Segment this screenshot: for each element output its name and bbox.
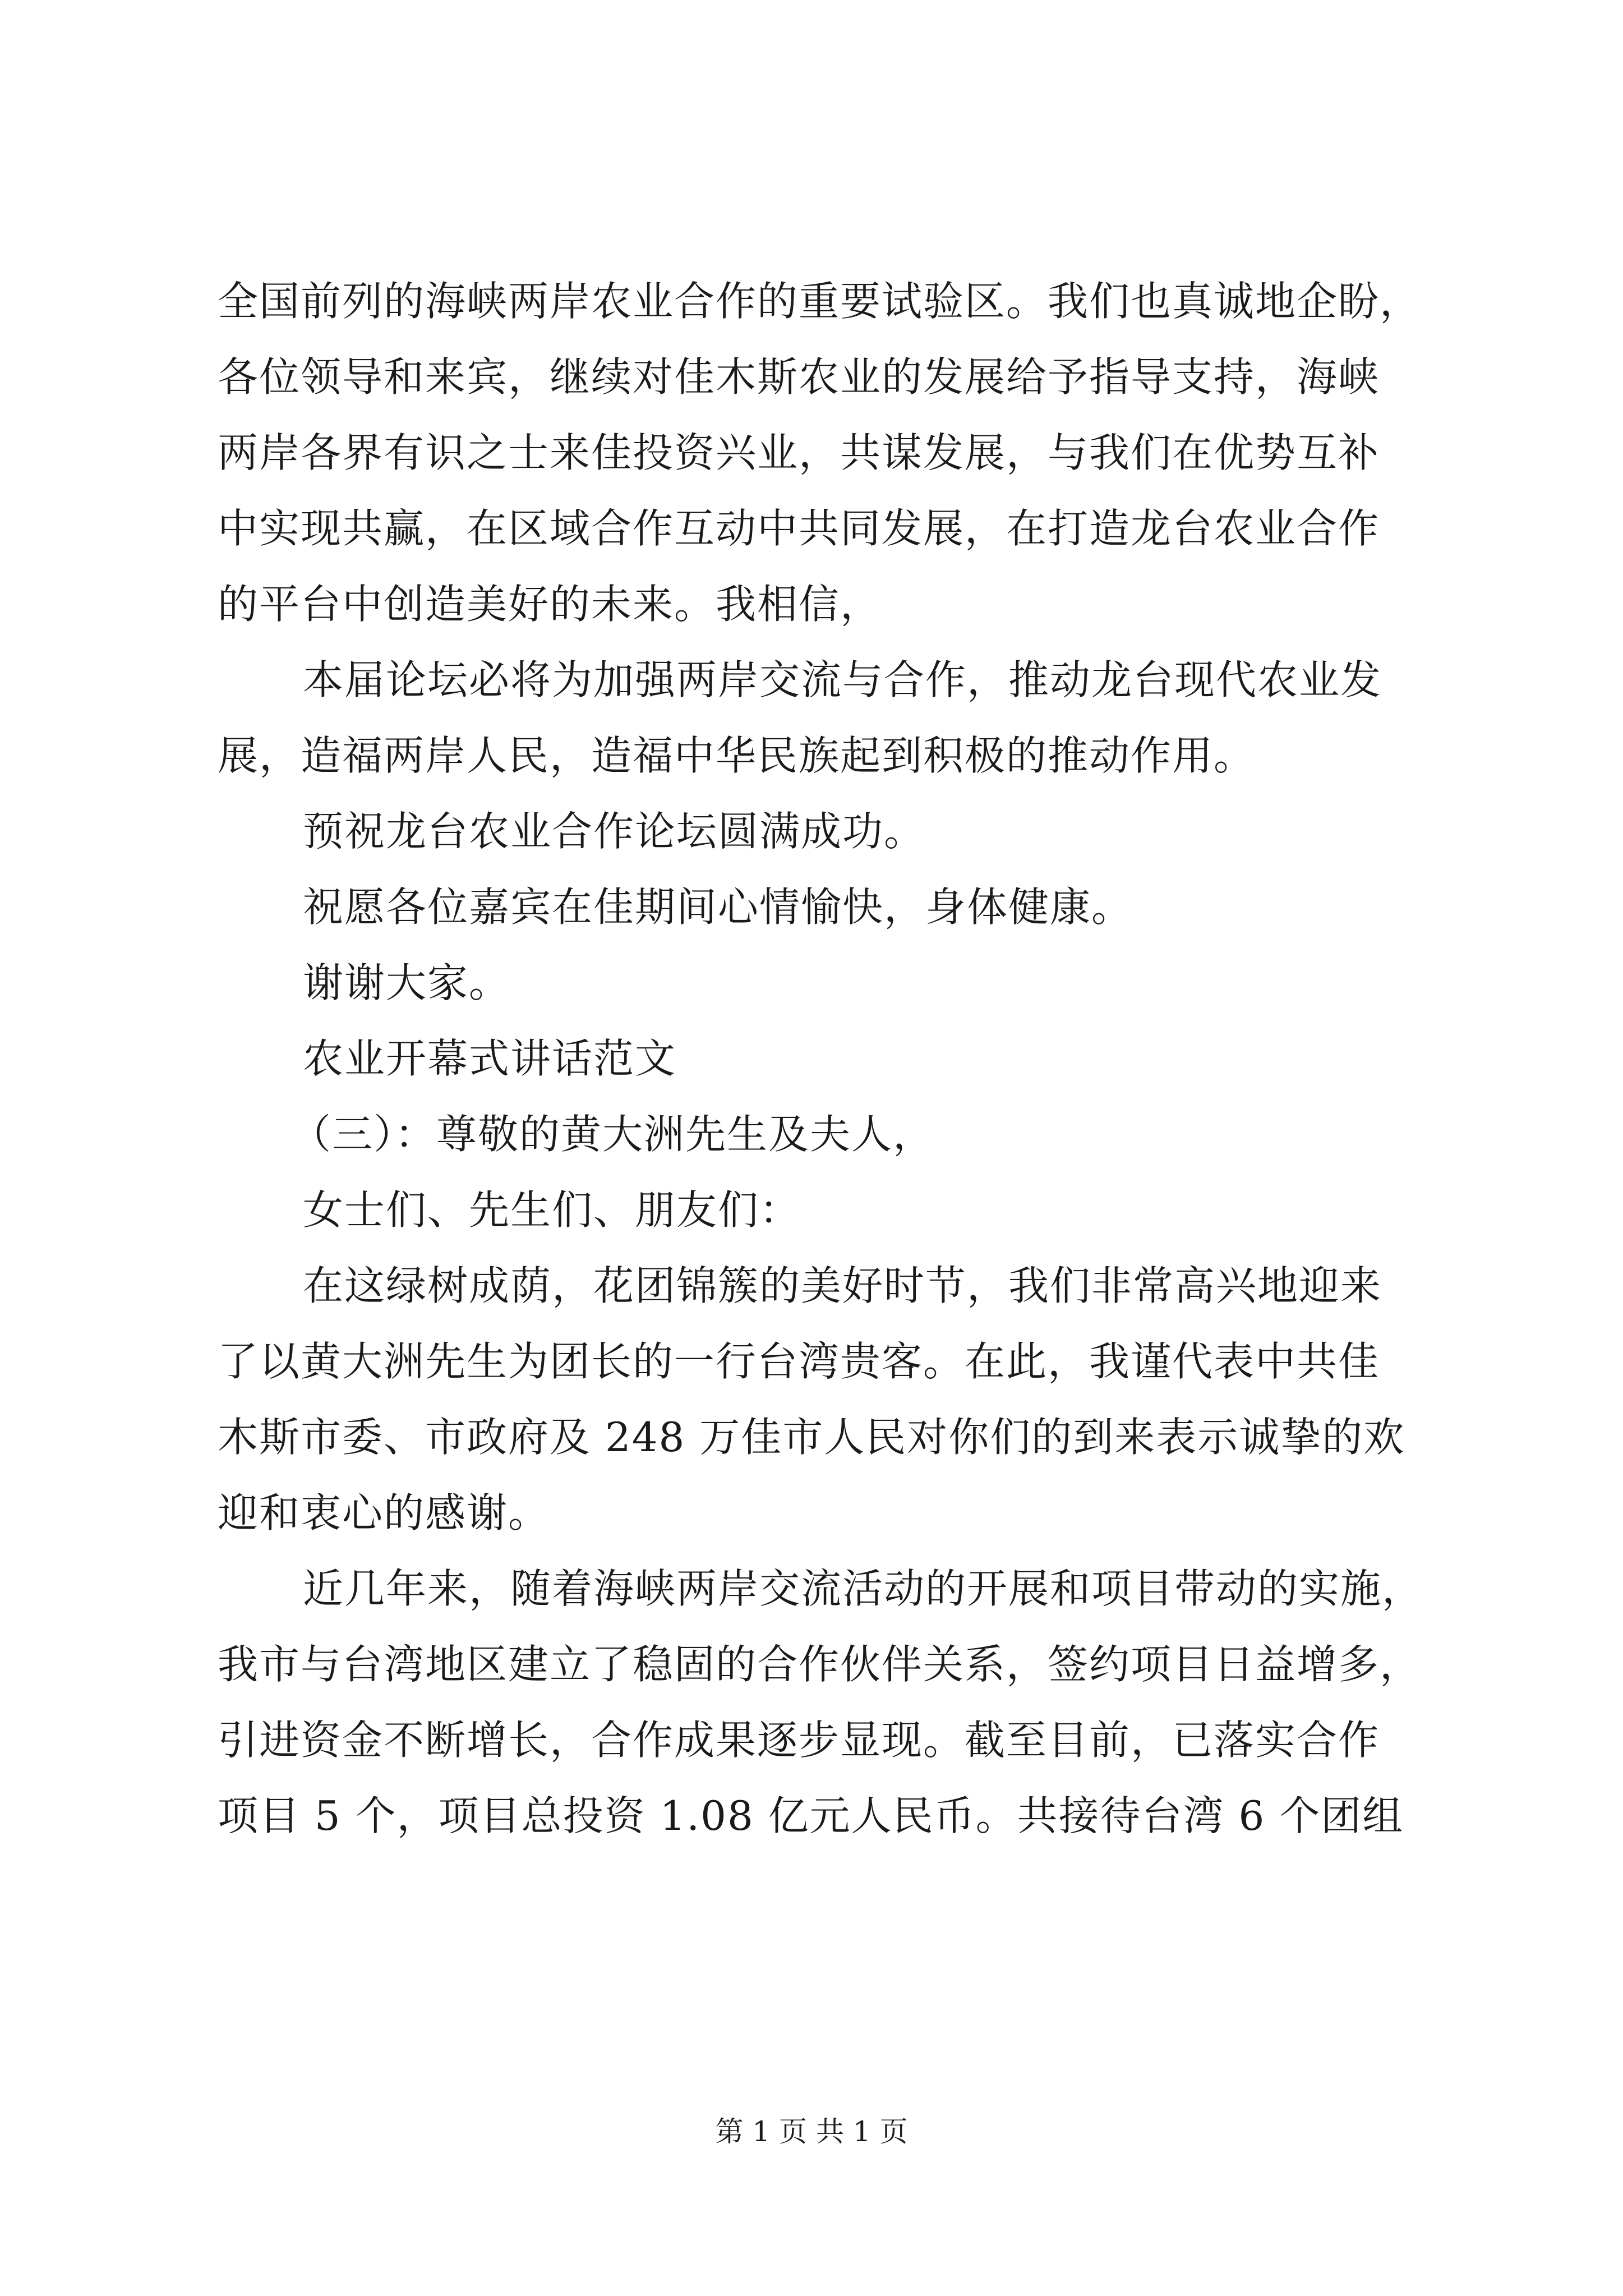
text-line: 项目 5 个，项目总投资 1.08 亿元人民币。共接待台湾 6 个团组: [218, 1792, 1404, 1839]
text-line: 祝愿各位嘉宾在佳期间心情愉快，身体健康。: [303, 884, 1133, 931]
text-line: 近几年来，随着海峡两岸交流活动的开展和项目带动的实施，: [303, 1565, 1424, 1612]
text-line: 各位领导和来宾，继续对佳木斯农业的发展给予指导支持，海峡: [218, 353, 1380, 401]
text-line: 引进资金不断增长，合作成果逐步显现。截至目前，已落实合作: [218, 1717, 1380, 1764]
text-line: 木斯市委、市政府及 248 万佳市人民对你们的到来表示诚挚的欢: [218, 1414, 1405, 1461]
text-line: 了以黄大洲先生为团长的一行台湾贵客。在此，我谨代表中共佳: [218, 1338, 1380, 1385]
text-line: 在这绿树成荫，花团锦簇的美好时节，我们非常高兴地迎来: [303, 1262, 1382, 1309]
text-line: 预祝龙台农业合作论坛圆满成功。: [303, 808, 926, 855]
text-line: 我市与台湾地区建立了稳固的合作伙伴关系，签约项目日益增多，: [218, 1641, 1422, 1688]
section-heading: 农业开幕式讲话范文: [303, 1035, 677, 1082]
document-body: [218, 264, 1451, 1854]
text-line: 女士们、先生们、朋友们：: [303, 1186, 801, 1234]
text-line: （三）：尊敬的黄大洲先生及夫人，: [291, 1111, 935, 1158]
text-line: 迎和衷心的感谢。: [218, 1489, 550, 1536]
page-number-footer: 第 1 页 共 1 页: [715, 2115, 908, 2148]
text-line: 两岸各界有识之士来佳投资兴业，共谋发展，与我们在优势互补: [218, 429, 1380, 476]
text-line: 展，造福两岸人民，造福中华民族起到积极的推动作用。: [218, 732, 1256, 779]
text-line: 中实现共赢，在区域合作互动中共同发展，在打造龙台农业合作: [218, 505, 1380, 552]
text-line: 谢谢大家。: [303, 959, 511, 1006]
text-line: 的平台中创造美好的未来。我相信，: [218, 581, 882, 628]
text-line: 全国前列的海峡两岸农业合作的重要试验区。我们也真诚地企盼，: [218, 278, 1422, 325]
text-line: 本届论坛必将为加强两岸交流与合作，推动龙台现代农业发: [303, 656, 1382, 703]
